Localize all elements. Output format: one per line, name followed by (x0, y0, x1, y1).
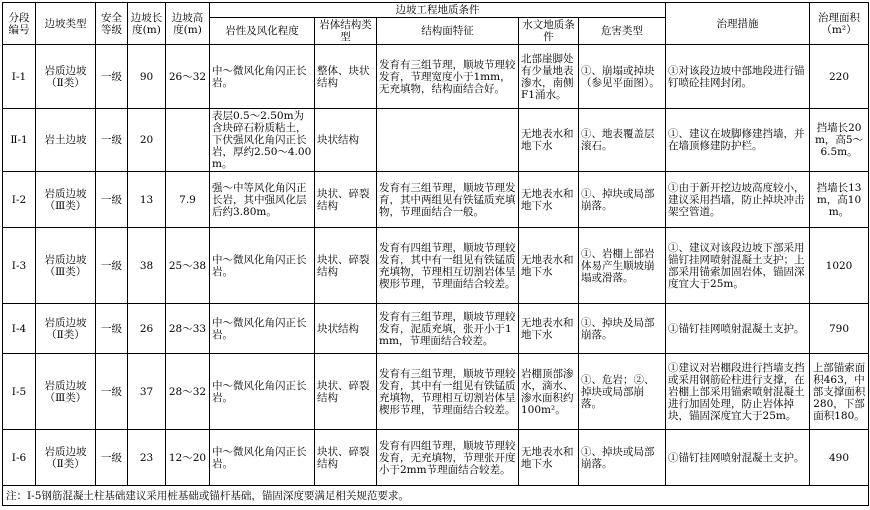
cell-area: 1020 (810, 228, 869, 304)
cell-height (166, 109, 210, 172)
table-row (3, 45, 869, 109)
cell-weathering: 中～微风化角闪正长岩。 (210, 354, 315, 430)
cell-structure: 块状结构 (315, 304, 377, 354)
cell-slope-type: 岩质边坡（Ⅱ类） (36, 45, 96, 109)
cell-features: 发育有四组节理，顺坡节理较发育，其中有一组见有铁锰质充填物，节理相互切割岩体呈楔形节理，节理面结合较差。 (377, 228, 519, 304)
cell-seg-id: Ⅰ-4 (3, 304, 36, 354)
cell-treatment: ①、建议对该段边坡下部采用锚钉挂网喷射混凝土支护；上部采用锚索加固岩体，锚固深度宜大于25m。 (666, 228, 810, 304)
table-note: 注：Ⅰ-5钢筋混凝土柱基础建议采用桩基础或锚杆基础，锚固深度要满足相关规范要求。 (3, 486, 869, 506)
header-seg-id: 分段编号 (3, 3, 36, 45)
cell-seg-id: Ⅰ-5 (3, 354, 36, 430)
cell-grade: 一级 (96, 172, 128, 228)
table-row (3, 172, 869, 228)
cell-height: 28～32 (166, 354, 210, 430)
cell-hydro: 北部崖脚处有少量地表渗水，南侧 F1涌水。 (519, 45, 579, 109)
cell-hydro: 岩棚顶部渗水，滴水、渗水面积约100m²。 (519, 354, 579, 430)
cell-grade: 一级 (96, 354, 128, 430)
cell-seg-id: Ⅰ-3 (3, 228, 36, 304)
cell-treatment: ①建议对岩棚段进行挡墙支挡或采用钢筋砼柱进行支撑，在岩棚上部采用锚索喷射混凝土进行加固处理，防止岩体掉块，锚固深度宜大于25m。 (666, 354, 810, 430)
header-slope-length: 边坡长度(m) (128, 3, 166, 45)
cell-structure: 整体、块状结构 (315, 45, 377, 109)
cell-slope-type: 岩质边坡（Ⅲ类） (36, 228, 96, 304)
cell-seg-id: Ⅰ-1 (3, 45, 36, 109)
header-slope-height: 边坡高度(m) (166, 3, 210, 45)
header-hydro: 水文地质条件 (519, 18, 579, 45)
cell-length: 90 (128, 45, 166, 109)
cell-hazard: ①、掉块或局部崩落。 (579, 430, 666, 486)
cell-area: 490 (810, 430, 869, 486)
cell-features: 发育有三组节理，顺坡节理较发育，泥质充填，张开小于1mm，节理面结合较差。 (377, 304, 519, 354)
note-row (3, 486, 869, 506)
cell-hazard: ①、崩塌或掉块（参见平面图）。 (579, 45, 666, 109)
cell-structure: 块状、碎裂结构 (315, 172, 377, 228)
cell-area: 挡墙长20m，高5～6.5m。 (810, 109, 869, 172)
cell-features: 发育有三组节理，顺坡节理发育，其中两组见有铁锰质充填物，节理面结合一般。 (377, 172, 519, 228)
header-rock-structure: 岩体结构类型 (315, 18, 377, 45)
cell-area: 挡墙长13m，高10m。 (810, 172, 869, 228)
cell-structure: 块状、碎裂结构 (315, 430, 377, 486)
cell-height: 28～33 (166, 304, 210, 354)
cell-height: 7.9 (166, 172, 210, 228)
cell-hazard: ①、危岩；②、掉块或局部崩落。 (579, 354, 666, 430)
cell-treatment: ①、建议在坡脚修建挡墙，并在墙顶修建防护栏。 (666, 109, 810, 172)
cell-length: 26 (128, 304, 166, 354)
cell-weathering: 表层0.5～2.50m为含块碎石粉质粘土，下伏强风化角闪正长岩，厚约2.50～4.00m。 (210, 109, 315, 172)
cell-hazard: ①、岩棚上部岩体易产生顺坡崩塌或滑落。 (579, 228, 666, 304)
cell-slope-type: 岩土边坡 (36, 109, 96, 172)
cell-seg-id: Ⅰ-6 (3, 430, 36, 486)
cell-seg-id: Ⅰ-2 (3, 172, 36, 228)
header-treatment: 治理措施 (666, 3, 810, 45)
cell-hydro: 无地表水和地下水 (519, 109, 579, 172)
cell-features: 发育有三组节理，顺坡节理较发育，其中有一组见有铁锰质充填物，节理相互切割岩体呈楔形节理，节理面结合较差。 (377, 354, 519, 430)
header-structural-features: 结构面特征 (377, 18, 519, 45)
cell-area: 上部锚索面积463，中部支撑面积280，下部面积180。 (810, 354, 869, 430)
cell-seg-id: Ⅱ-1 (3, 109, 36, 172)
cell-hydro: 无地表水和地下水 (519, 304, 579, 354)
table-row (3, 109, 869, 172)
cell-slope-type: 岩质边坡（Ⅱ类） (36, 430, 96, 486)
cell-weathering: 中～微风化角闪正长岩。 (210, 430, 315, 486)
cell-structure: 块状、碎裂结构 (315, 354, 377, 430)
cell-weathering: 中～微风化角闪正长岩。 (210, 228, 315, 304)
cell-weathering: 强～中等风化角闪正长岩，其中强风化层后约3.80m。 (210, 172, 315, 228)
cell-weathering: 中～微风化角闪正长岩。 (210, 45, 315, 109)
header-safety-grade: 安全等级 (96, 3, 128, 45)
cell-hydro: 无地表水和地下水 (519, 228, 579, 304)
cell-height: 26～32 (166, 45, 210, 109)
header-slope-type: 边坡类型 (36, 3, 96, 45)
table-row (3, 304, 869, 354)
cell-grade: 一级 (96, 109, 128, 172)
table-row (3, 430, 869, 486)
table-row (3, 354, 869, 430)
header-geo-conditions: 边坡工程地质条件 (210, 3, 666, 18)
cell-grade: 一级 (96, 430, 128, 486)
cell-height: 25～38 (166, 228, 210, 304)
cell-hazard: ①、掉块或局部崩落。 (579, 172, 666, 228)
cell-length: 23 (128, 430, 166, 486)
cell-treatment: ①锚钉挂网喷射混凝土支护。 (666, 304, 810, 354)
cell-slope-type: 岩质边坡（Ⅱ类） (36, 304, 96, 354)
cell-grade: 一级 (96, 304, 128, 354)
cell-length: 38 (128, 228, 166, 304)
cell-hydro: 无地表水和地下水 (519, 430, 579, 486)
cell-length: 20 (128, 109, 166, 172)
table-row (3, 228, 869, 304)
cell-weathering: 中～微风化角闪正长岩。 (210, 304, 315, 354)
cell-hazard: ①、掉块及局部崩落。 (579, 304, 666, 354)
header-weathering: 岩性及风化程度 (210, 18, 315, 45)
cell-treatment: ①锚钉挂网喷射混凝土支护。 (666, 430, 810, 486)
cell-structure: 块状结构 (315, 109, 377, 172)
cell-area: 220 (810, 45, 869, 109)
cell-length: 37 (128, 354, 166, 430)
cell-features (377, 109, 519, 172)
cell-hydro: 无地表水和地下水 (519, 172, 579, 228)
cell-grade: 一级 (96, 228, 128, 304)
cell-slope-type: 岩质边坡（Ⅲ类） (36, 354, 96, 430)
cell-treatment: ①对该段边坡中部地段进行锚钉喷砼挂网封闭。 (666, 45, 810, 109)
cell-height: 12～20 (166, 430, 210, 486)
cell-structure: 块状、碎裂结构 (315, 228, 377, 304)
cell-features: 发育有四组节理，顺坡节理较发育，无充填物，节理张开度小于2mm节理面结合较差。 (377, 430, 519, 486)
cell-area: 790 (810, 304, 869, 354)
cell-length: 13 (128, 172, 166, 228)
header-hazard: 危害类型 (579, 18, 666, 45)
cell-slope-type: 岩质边坡（Ⅲ类） (36, 172, 96, 228)
cell-features: 发育有三组节理，顺坡节理较发育，节理宽度小于1mm，无充填物，结构面结合好。 (377, 45, 519, 109)
cell-hazard: ①、地表覆盖层滚石。 (579, 109, 666, 172)
header-area: 治理面积（m²） (810, 3, 869, 45)
cell-treatment: ①由于新开挖边坡高度较小，建议采用挡墙，防止掉块冲击架空管道。 (666, 172, 810, 228)
cell-grade: 一级 (96, 45, 128, 109)
slope-geology-table (2, 2, 869, 506)
